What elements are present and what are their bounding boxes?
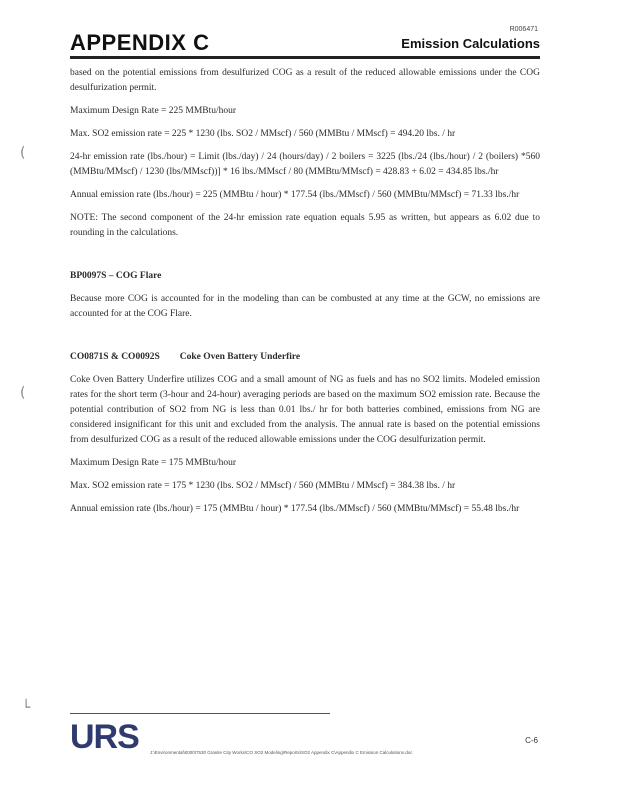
footer-file-path: J:\Environmental\0000\7530 Granite City Works\CO SO2 Modeling\Reports\SO2 Appendix C\Appendix C Emission Calculations.doc bbox=[150, 750, 413, 755]
margin-bracket-mark: ( bbox=[20, 385, 26, 401]
footer-rule bbox=[70, 713, 330, 714]
paragraph: based on the potential emissions from desulfurized COG as a result of the reduced allowable emissions under the COG desulfurization permit. bbox=[70, 68, 540, 93]
design-rate-line: Maximum Design Rate = 175 MMBtu/hour bbox=[70, 458, 237, 468]
equation-paragraph: 24-hr emission rate (lbs./hour) = Limit (lbs./day) / 24 (hours/day) / 2 boilers = 3225 (lbs./24 (lbs./hour) / 2 (boilers) *560 (MMBtu/MMscf) / 1230 (lbs/MMscf))] * 16 lbs./MMscf / 80 (MMBtu/MMscf) = 428.83 + 6.02 = 434.85 lbs./hr bbox=[70, 152, 540, 177]
paragraph: Coke Oven Battery Underfire utilizes COG and a small amount of NG as fuels and has no SO2 limits. Modeled emission rates for the short term (3-hour and 24-hour) averaging periods are based on the maximum SO2 emission rate. Because the potential contribution of SO2 from NG is less than 0.01 lbs./ hr for both batteries combined, emissions from NG are considered insignificant for this unit and excluded from the analysis. The annual rate is based on the potential emissions from desulfurized COG as a result of the reduced allowable emissions under the COG desulfurization permit. bbox=[70, 375, 540, 445]
heading-title: Coke Oven Battery Underfire bbox=[179, 352, 301, 362]
heading-code: CO0871S & CO0092S bbox=[70, 352, 160, 362]
paragraph: Because more COG is accounted for in the modeling than can be combusted at any time at the GCW, no emissions are accounted for at the COG Flare. bbox=[70, 294, 540, 319]
equation-paragraph: Max. SO2 emission rate = 225 * 1230 (lbs. SO2 / MMscf) / 560 (MMBtu / MMscf) = 494.20 lbs. / hr bbox=[70, 129, 456, 139]
appendix-label: APPENDIX C bbox=[70, 30, 210, 55]
equation-paragraph: Max. SO2 emission rate = 175 * 1230 (lbs. SO2 / MMscf) / 560 (MMBtu / MMscf) = 384.38 lbs. / hr bbox=[70, 481, 456, 491]
margin-bracket-mark: ( bbox=[20, 145, 26, 161]
header-rule bbox=[70, 56, 540, 59]
section-heading bbox=[70, 350, 540, 365]
section-heading: BP0097S – COG Flare bbox=[70, 271, 162, 281]
document-id: R006471 bbox=[509, 26, 538, 33]
design-rate-line: Maximum Design Rate = 225 MMBtu/hour bbox=[70, 106, 237, 116]
equation-paragraph: Annual emission rate (lbs./hour) = 175 (MMBtu / hour) * 177.54 (lbs./MMscf) / 560 (MMBtu/MMscf) = 55.48 lbs./hr bbox=[70, 504, 520, 514]
body-text bbox=[70, 66, 540, 517]
margin-corner-mark: └ bbox=[22, 700, 31, 716]
note-paragraph: NOTE: The second component of the 24-hr emission rate equation equals 5.95 as written, but appears as 6.02 due to rounding in the calculations. bbox=[70, 213, 540, 238]
page-number: C-6 bbox=[525, 736, 538, 745]
section-title: Emission Calculations bbox=[401, 36, 540, 51]
equation-paragraph: Annual emission rate (lbs./hour) = 225 (MMBtu / hour) * 177.54 (lbs./MMscf) / 560 (MMBtu/MMscf) = 71.33 lbs./hr bbox=[70, 190, 520, 200]
urs-logo: URS bbox=[70, 718, 139, 756]
